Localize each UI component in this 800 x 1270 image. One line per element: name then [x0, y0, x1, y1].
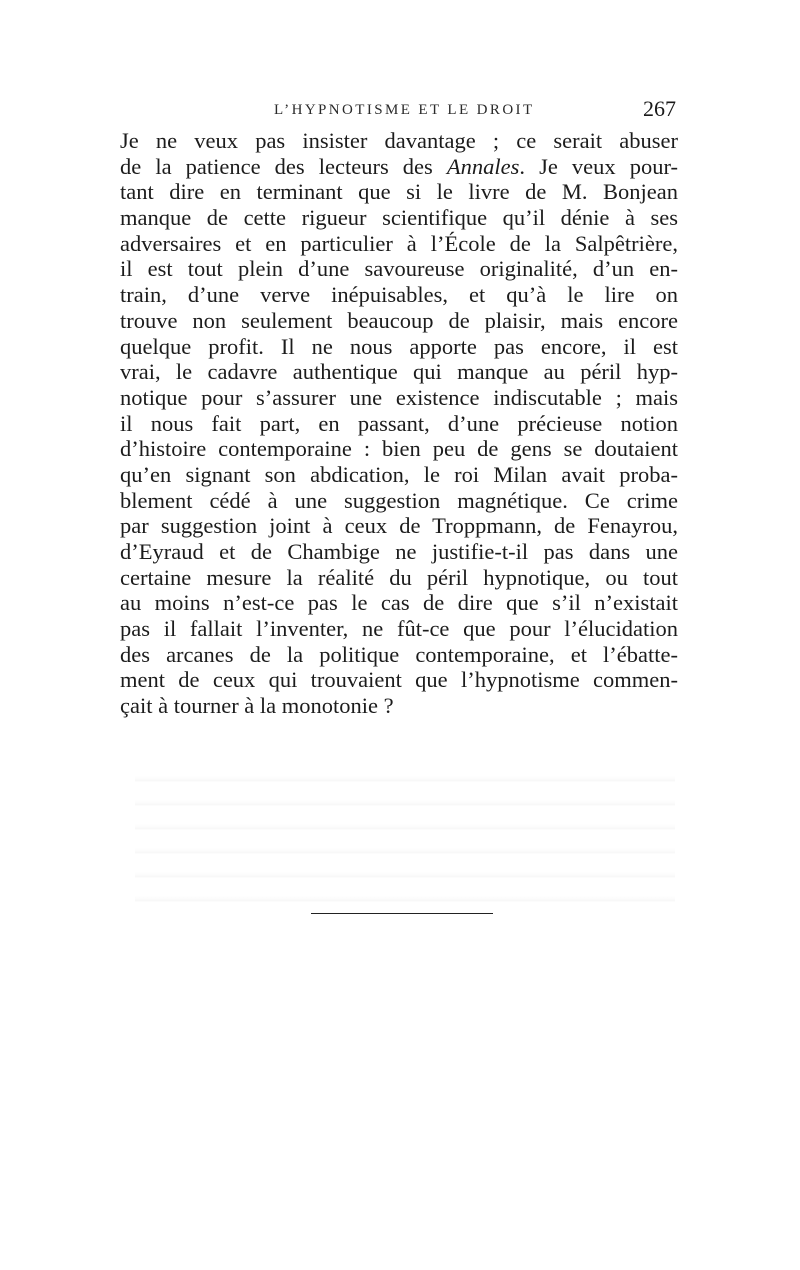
journal-title: Annales	[446, 153, 520, 179]
text-line: il nous fait part, en passant, d’une précieuse notion	[120, 410, 678, 436]
text-line: par suggestion joint à ceux de Troppmann, de Fenayrou,	[120, 513, 678, 539]
text-line: d’Eyraud et de Chambige ne justifie-t-il pas dans une	[120, 539, 678, 564]
end-rule	[311, 913, 493, 914]
text-line: manque de cette rigueur scientifique qu’il dénie à ses	[120, 205, 678, 231]
text-line: quelque profit. Il ne nous apporte pas encore, il est	[120, 333, 678, 359]
page-number: 267	[643, 96, 676, 121]
page-header	[120, 96, 678, 126]
show-through-texture	[135, 760, 675, 920]
text-line: train, d’une verve inépuisables, et qu’à le lire on	[120, 282, 678, 308]
text-line: Je ne veux pas insister davantage ; ce serait abuser	[120, 128, 678, 153]
text-line: çait à tourner à la monotonie ?	[120, 693, 394, 719]
text-line: des arcanes de la politique contemporaine, et l’ébatte-	[120, 641, 678, 667]
text-line: au moins n’est-ce pas le cas de dire que s’il n’existait	[120, 590, 678, 616]
text-line: tant dire en terminant que si le livre de M. Bonjean	[120, 179, 678, 205]
text-line: il est tout plein d’une savoureuse originalité, d’un en-	[120, 256, 678, 282]
text-line: de la patience des lecteurs des Annales. Je veux pour-	[120, 153, 678, 179]
running-title: L’HYPNOTISME ET LE DROIT	[274, 102, 535, 118]
body-paragraph	[120, 128, 678, 719]
text-line: pas il fallait l’inventer, ne fût-ce que pour l’élucidation	[120, 616, 678, 642]
text-line: qu’en signant son abdication, le roi Milan avait proba-	[120, 461, 678, 487]
text-line: notique pour s’assurer une existence indiscutable ; mais	[120, 384, 678, 410]
text-line: blement cédé à une suggestion magnétique. Ce crime	[120, 487, 678, 513]
text-line: vrai, le cadavre authentique qui manque au péril hyp-	[120, 359, 678, 385]
text-line: ment de ceux qui trouvaient que l’hypnotisme commen-	[120, 667, 678, 693]
text-line: certaine mesure la réalité du péril hypnotique, ou tout	[120, 564, 678, 590]
text-line: adversaires et en particulier à l’École de la Salpêtrière,	[120, 230, 678, 256]
text-line: trouve non seulement beaucoup de plaisir, mais encore	[120, 307, 678, 333]
text-line: d’histoire contemporaine : bien peu de gens se doutaient	[120, 436, 678, 462]
